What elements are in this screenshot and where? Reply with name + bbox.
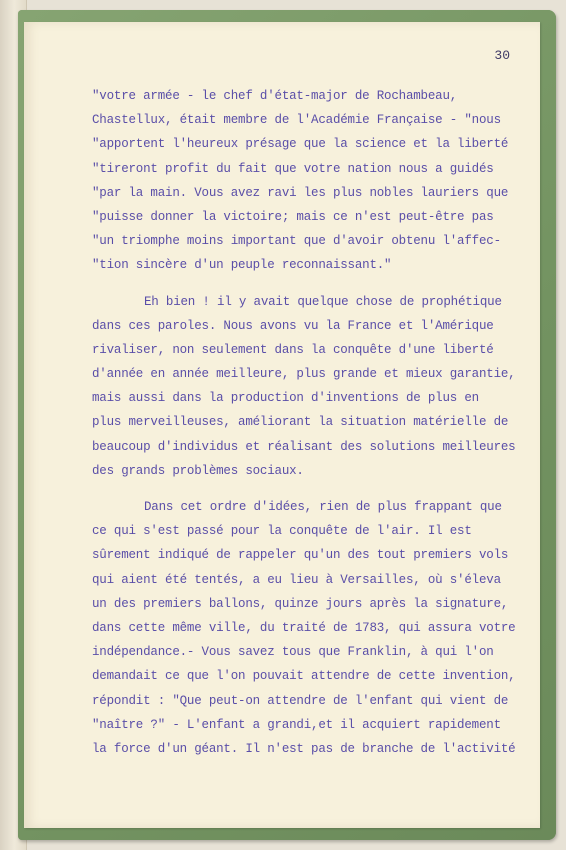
text-line: d'année en année meilleure, plus grande et mieux garantie, [92, 367, 516, 382]
text-line: dans cette même ville, du traité de 1783, qui assura votre [92, 620, 516, 635]
text-line: plus merveilleuses, améliorant la situation matérielle de [92, 415, 509, 430]
text-line: "votre armée - le chef d'état-major de Rochambeau, [92, 89, 458, 103]
text-line: "tireront profit du fait que votre nation nous a guidés [92, 161, 494, 176]
text-line: dans ces paroles. Nous avons vu la France et l'Amérique [92, 318, 494, 333]
text-line: sûrement indiqué de rappeler qu'un des tout premiers vols [92, 548, 509, 563]
text-line: ce qui s'est passé pour la conquête de l'air. Il est [92, 524, 472, 539]
page-number: 30 [494, 48, 510, 63]
paragraph-gap [92, 483, 528, 495]
paragraph [92, 290, 528, 484]
text-line: demandait ce que l'on pouvait attendre de cette invention, [92, 669, 516, 684]
text-line: indépendance.- Vous savez tous que Franklin, à qui l'on [92, 645, 494, 660]
typewritten-page [24, 22, 540, 828]
text-line: un des premiers ballons, quinze jours après la signature, [92, 596, 509, 611]
text-line: "par la main. Vous avez ravi les plus nobles lauriers que [92, 185, 509, 200]
text-line: répondit : "Que peut-on attendre de l'enfant qui vient de [92, 693, 509, 708]
text-line: des grands problèmes sociaux. [92, 463, 304, 478]
text-line: "naître ?" - L'enfant a grandi,et il acquiert rapidement [92, 717, 501, 732]
paragraph [92, 495, 528, 761]
text-line: qui aient été tentés, a eu lieu à Versailles, où s'éleva [92, 572, 501, 587]
text-line: Eh bien ! il y avait quelque chose de prophétique [144, 294, 502, 309]
text-line: "un triomphe moins important que d'avoir obtenu l'affec- [92, 234, 501, 249]
text-line: mais aussi dans la production d'inventions de plus en [92, 391, 479, 406]
text-line: Chastellux, était membre de l'Académie Française - "nous [92, 113, 501, 128]
paragraph [92, 84, 528, 278]
text-line: "tion sincère d'un peuple reconnaissant." [92, 258, 392, 273]
text-line: rivaliser, non seulement dans la conquête d'une liberté [92, 342, 494, 357]
text-line: la force d'un géant. Il n'est pas de branche de l'activité [92, 741, 516, 756]
text-line: beaucoup d'individus et réalisant des solutions meilleures [92, 439, 516, 454]
body-text [92, 84, 528, 761]
paragraph-gap [92, 278, 528, 290]
text-line: "apportent l'heureux présage que la science et la liberté [92, 137, 509, 152]
text-line: Dans cet ordre d'idées, rien de plus frappant que [144, 500, 502, 514]
text-line: "puisse donner la victoire; mais ce n'est peut-être pas [92, 209, 494, 224]
